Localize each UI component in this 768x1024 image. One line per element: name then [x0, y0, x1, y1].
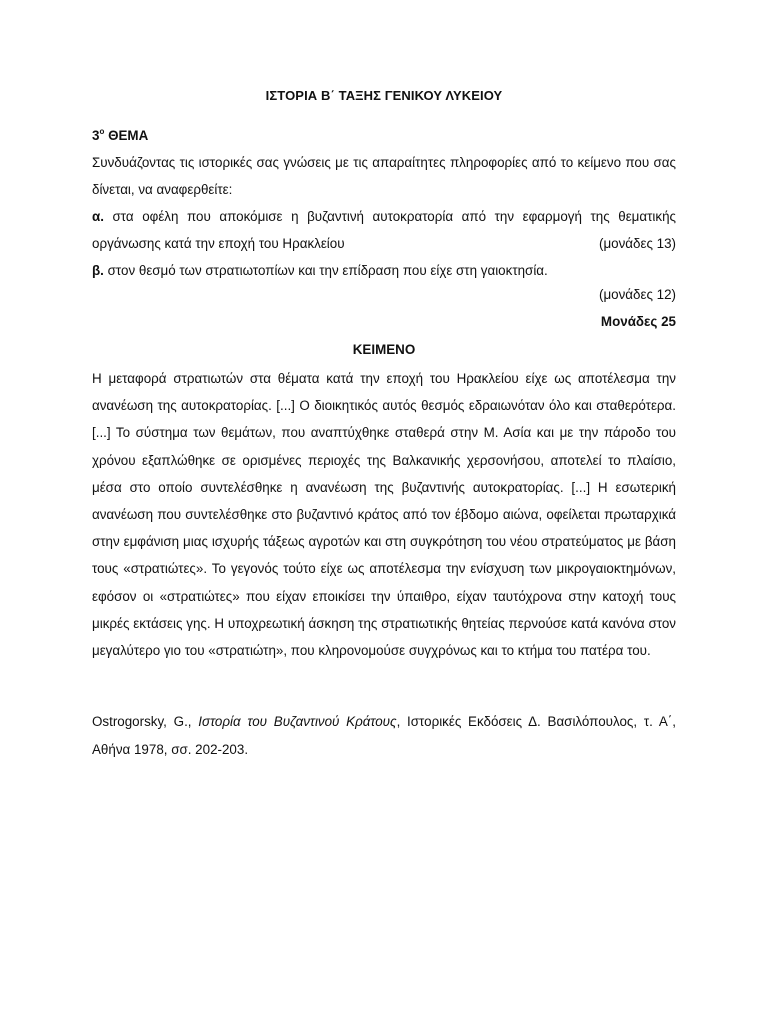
total-marks: Μονάδες 25 — [600, 314, 676, 329]
theme-label: ΘΕΜΑ — [108, 128, 149, 143]
source-citation — [92, 708, 676, 763]
question-intro: Συνδυάζοντας τις ιστορικές σας γνώσεις με τις απαραίτητες πληροφορίες από το κείμενο που σας δίνεται, να αναφερθείτε: — [92, 155, 676, 198]
question-b-text: στον θεσμό των στρατιωτοπίων και την επίδραση που είχε στη γαιοκτησία. — [107, 263, 548, 278]
question-b-marks: (μονάδες 12) — [598, 287, 676, 302]
source-passage: Η μεταφορά στρατιωτών στα θέματα κατά την εποχή του Ηρακλείου είχε ως αποτέλεσμα την ανανέωση της αυτοκρατορίας. [...] Ο διοικητικός αυτός θεσμός εδραιωνόταν όλο και σταθερότερα. [...] Το σύστημα των θεμάτων, που αναπτύχθηκε σταθερά στην Μ. Ασία και με την πάροδο του χρόνου εξαπλώθηκε σε ορισμένες περιοχές της Βαλκανικής χερσονήσου, αποτελεί το πλαίσιο, μέσα στο οποίο συντελέσθηκε η ανανέωση της βυζαντινής αυτοκρατορίας. [...] Η εσωτερική ανανέωση που συντελέσθηκε στο βυζαντινό κράτος από τον έβδομο αιώνα, οφείλεται πρωταρχικά στην εμφάνιση μιας ισχυρής τάξεως αγροτών και στη συγκρότηση του νέου στρατεύματος με βάση τους «στρατιώτες». Το γεγονός τούτο είχε ως αποτέλεσμα την ενίσχυση των μικρογαιοκτημόνων, εφόσον οι «στρατιώτες» που είχαν εποικίσει την ύπαιθρο, είχαν ταυτόχρονα στην κατοχή τους μικρές εκτάσεις γης. Η υποχρεωτική άσκηση της στρατιωτικής θητείας περνούσε κατά κανόνα στον μεγαλύτερο γιο του «στρατιώτη», που κληρονομούσε συγχρόνως και το κτήμα του πατέρα του. — [92, 371, 676, 659]
document-title: ΙΣΤΟΡΙΑ Β΄ ΤΑΞΗΣ ΓΕΝΙΚΟΥ ΛΥΚΕΙΟΥ — [265, 88, 503, 103]
question-b — [92, 257, 676, 284]
question-a-marker: α. — [92, 209, 104, 224]
source-author: Ostrogorsky, G., — [92, 714, 199, 729]
theme-number: 3 — [92, 128, 100, 143]
question-a — [92, 203, 676, 257]
question-b-marker: β. — [92, 263, 104, 278]
source-work-title: Ιστορία του Βυζαντινού Κράτους — [198, 714, 397, 729]
question-a-marks: (μονάδες 13) — [598, 236, 676, 252]
theme-superscript: ο — [99, 127, 105, 136]
theme-heading — [92, 127, 148, 143]
source-publication: , Ιστορικές Εκδόσεις Δ. Βασιλόπουλος, τ. Α΄, Αθήνα 1978, σσ. 202-203. — [92, 714, 676, 757]
question-a-text: στα οφέλη που αποκόμισε η βυζαντινή αυτοκρατορία από την εφαρμογή της θεματικής οργάνωσης κατά την εποχή του Ηρακλείου — [92, 209, 677, 252]
text-heading: ΚΕΙΜΕΝΟ — [352, 342, 416, 357]
